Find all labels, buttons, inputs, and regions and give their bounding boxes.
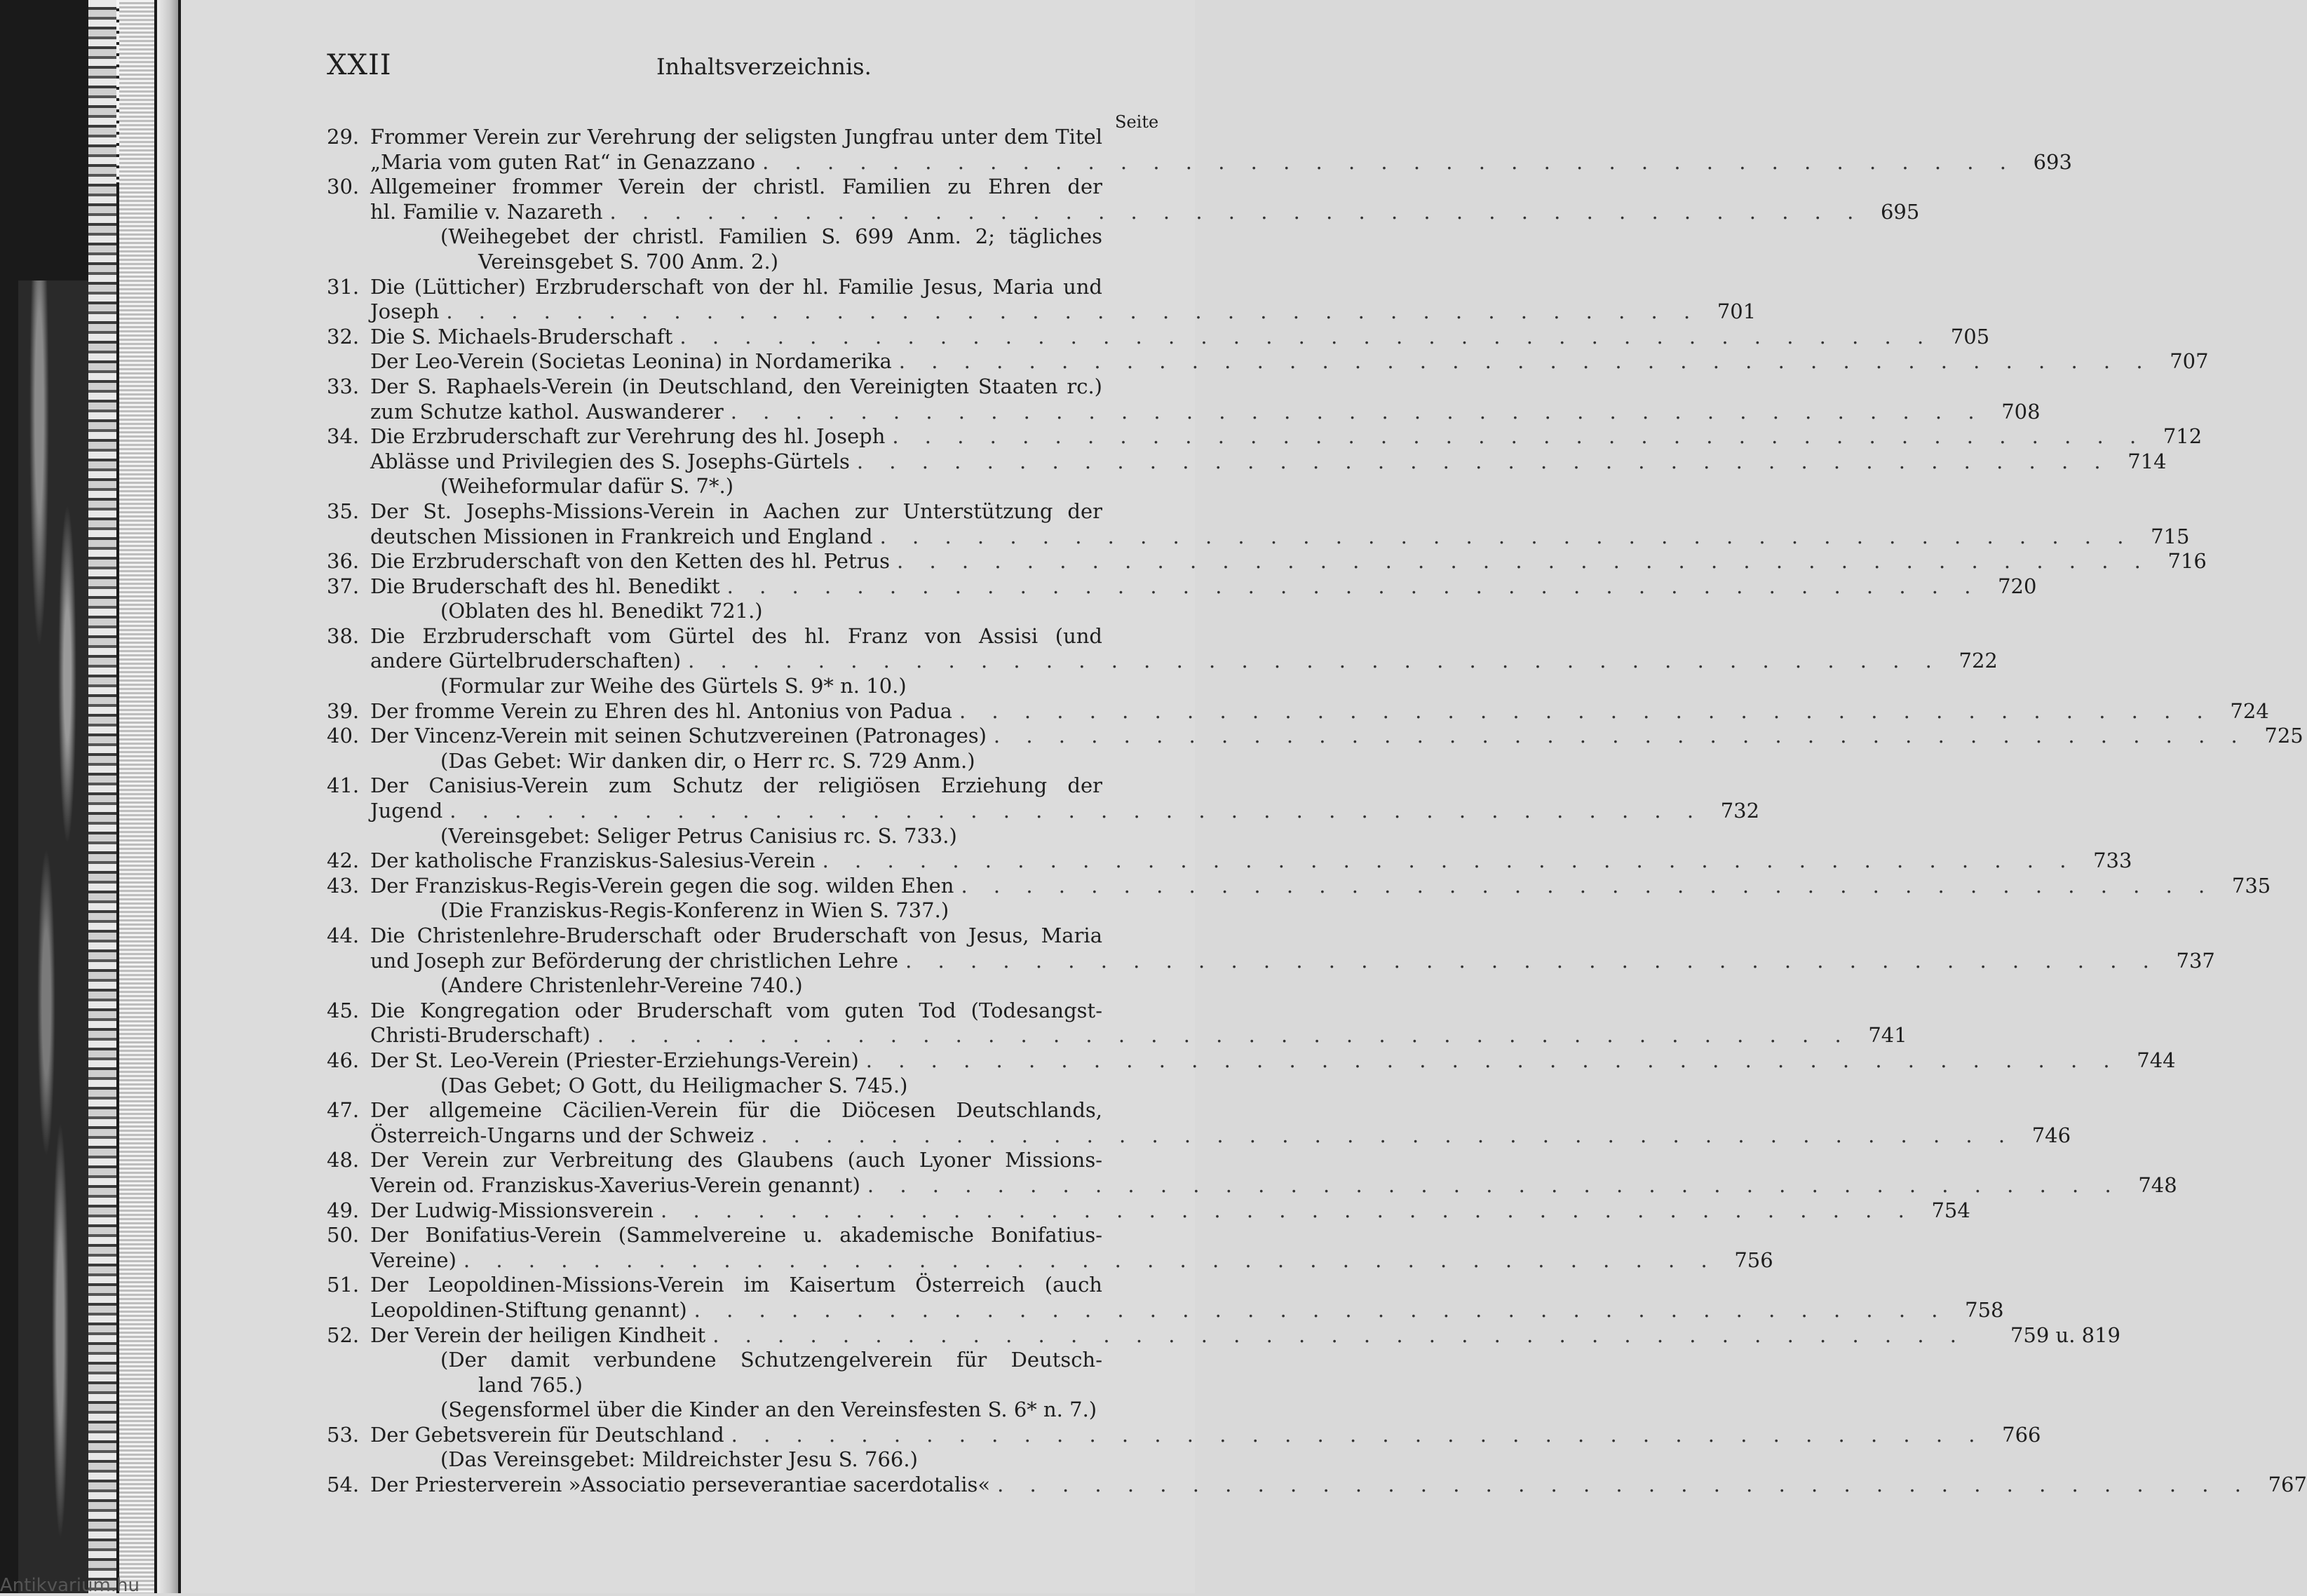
- leader-dots: . . . . . . . . . . . . . . . . . . . . . . . . . . . . . . . . . . . . . . .: [661, 1198, 1914, 1222]
- entry-number: 50.: [327, 1223, 360, 1247]
- entry-title: (Weihegebet der christl. Familien S. 699 Anm. 2; tägliches: [440, 224, 1102, 249]
- toc-line: [327, 649, 1998, 674]
- entry-title: Der S. Raphaels-Verein (in Deutschland, den Vereinigten Staaten rc.): [370, 374, 1102, 398]
- leader-dots: . . . . . . . . . . . . . . . . . . . . . . . . . . . . . . . . . . . . . . .: [898, 349, 2153, 374]
- toc-line: [327, 149, 2072, 175]
- entry-title: (Segensformel über die Kinder an den Vereinsfesten S. 6* n. 7.): [440, 1398, 1097, 1422]
- toc-line: [327, 674, 1102, 699]
- toc-entry: [327, 924, 2215, 999]
- toc-line: [327, 299, 1757, 325]
- leader-dots: . . . . . . . . . . . . . . . . . . . . . . . . . . . . . . . . . . . . . . .: [897, 549, 2151, 574]
- entry-title: Der Priesterverein »Associatio perseverantiae sacerdotalis«: [370, 1473, 991, 1497]
- toc-line: [327, 549, 2207, 574]
- leader-dots: . . . . . . . . . . . . . . . . . . . . . . . . . . . . . . . . . . . . . . .: [905, 948, 2159, 973]
- entry-title: Leopoldinen-Stiftung genannt): [370, 1297, 687, 1322]
- entry-title: Der Vincenz-Verein mit seinen Schutzvereinen (Patronages): [370, 724, 987, 748]
- entry-title: und Joseph zur Beförderung der christlichen Lehre: [370, 948, 899, 973]
- entry-title: Der Bonifatius-Verein (Sammelvereine u. akademische Bonifatius-: [370, 1223, 1102, 1247]
- toc-line: [327, 275, 1102, 300]
- page-ref: 707: [2170, 349, 2209, 374]
- leader-dots: . . . . . . . . . . . . . . . . . . . . . . . . . . . . . . . . . . . . . . .: [879, 524, 2134, 548]
- entry-title: Der katholische Franziskus-Salesius-Verein: [370, 848, 816, 873]
- toc-line: [327, 1074, 1102, 1099]
- entry-number: 53.: [327, 1422, 360, 1447]
- toc-line: [327, 973, 1102, 999]
- leader-dots: . . . . . . . . . . . . . . . . . . . . . . . . . . . . . . . . . . . . . . .: [865, 1048, 2120, 1072]
- toc-line: [327, 773, 1102, 799]
- page-ref: 754: [1931, 1198, 1970, 1222]
- table-of-contents: [327, 125, 2307, 1498]
- toc-line: [327, 449, 2167, 475]
- entry-title: Der Canisius-Verein zum Schutz der religiösen Erziehung der: [370, 773, 1102, 798]
- entry-number: 32.: [327, 324, 360, 349]
- toc-entry: [327, 724, 2303, 773]
- toc-entry: [327, 1198, 1970, 1224]
- toc-entry: [327, 574, 2037, 624]
- entry-title: Der Leopoldinen-Missions-Verein im Kaisertum Österreich (auch: [370, 1273, 1102, 1297]
- page-ref: 720: [1998, 574, 2037, 598]
- toc-line: [327, 499, 1102, 525]
- entry-number: 33.: [327, 374, 360, 398]
- entry-title: (Das Gebet: Wir danken dir, o Herr rc. S. 729 Anm.): [440, 748, 975, 773]
- entry-title: Der St. Josephs-Missions-Verein in Aachen zur Unterstützung der: [370, 499, 1102, 523]
- leader-dots: . . . . . . . . . . . . . . . . . . . . . . . . . . . . . . . . . . . . . . .: [597, 1023, 1851, 1048]
- leader-dots: . . . . . . . . . . . . . . . . . . . . . . . . . . . . . . . . . . . . . . .: [961, 873, 2215, 898]
- toc-line: [327, 175, 1102, 200]
- entry-title: Die Kongregation oder Bruderschaft vom guten Tod (Todesangst-: [370, 998, 1102, 1022]
- toc-line: [327, 873, 2271, 899]
- toc-line: [327, 125, 1102, 150]
- watermark: Antikvarium.hu: [0, 1575, 140, 1596]
- leader-dots: . . . . . . . . . . . . . . . . . . . . . . . . . . . . . . . . . . . . . . .: [867, 1172, 2121, 1197]
- page-ref: 744: [2137, 1048, 2176, 1072]
- toc-entry: [327, 1048, 2176, 1098]
- entry-title: deutschen Missionen in Frankreich und England: [370, 524, 873, 548]
- toc-entry: [327, 1473, 2307, 1498]
- entry-number: 52.: [327, 1323, 360, 1347]
- page-ref: 705: [1950, 324, 1990, 349]
- toc-entry: [327, 549, 2207, 574]
- entry-number: 29.: [327, 125, 360, 149]
- leader-dots: . . . . . . . . . . . . . . . . . . . . . . . . . . . . . . . . . . . . . . .: [463, 1247, 1717, 1272]
- entry-title: Der Ludwig-Missionsverein: [370, 1198, 654, 1222]
- toc-line: [327, 749, 1102, 774]
- entry-title: Vereine): [370, 1247, 456, 1272]
- toc-entry: [327, 424, 2203, 499]
- toc-line: [327, 698, 2269, 724]
- page-ref: 759 u. 819: [2010, 1323, 2120, 1347]
- toc-entry: [327, 1273, 2004, 1323]
- marbled-edge: [18, 280, 88, 1593]
- entry-number: 51.: [327, 1273, 360, 1297]
- leader-dots: . . . . . . . . . . . . . . . . . . . . . . . . . . . . . . . . . . . . . . .: [993, 724, 2247, 748]
- toc-line: [327, 1148, 1102, 1173]
- entry-title: Christi-Bruderschaft): [370, 1023, 590, 1048]
- toc-line: [327, 399, 2041, 425]
- leader-dots: . . . . . . . . . . . . . . . . . . . . . . . . . . . . . . . . . . . . . . .: [762, 149, 2016, 174]
- toc-line: [327, 574, 2037, 600]
- leader-dots: . . . . . . . . . . . . . . . . . . . . . . . . . . . . . . . . . . . . . . .: [761, 1123, 2015, 1147]
- leader-dots: . . . . . . . . . . . . . . . . . . . . . . . . . . . . . . . . . . . . . . .: [892, 424, 2146, 449]
- entry-title: Der Verein der heiligen Kindheit: [370, 1323, 706, 1347]
- book-binding-edge: [0, 0, 182, 1593]
- page-ref: 695: [1880, 199, 1920, 224]
- entry-number: 42.: [327, 848, 360, 873]
- leader-dots: . . . . . . . . . . . . . . . . . . . . . . . . . . . . . . . . . . . . . . .: [694, 1297, 1948, 1322]
- leader-dots: . . . . . . . . . . . . . . . . . . . . . . . . . . . . . . . . . . . . . . .: [446, 299, 1700, 324]
- entry-title: Österreich-Ungarns und der Schweiz: [370, 1123, 755, 1147]
- toc-entry: [327, 274, 1757, 325]
- entry-title: (Vereinsgebet: Seliger Petrus Canisius rc. S. 733.): [440, 823, 957, 848]
- entry-title: (Oblaten des hl. Benedikt 721.): [440, 599, 763, 623]
- toc-line: [327, 1348, 1102, 1373]
- entry-title: Der Verein zur Verbreitung des Glaubens (auch Lyoner Missions-: [370, 1148, 1102, 1172]
- toc-line: [327, 224, 1102, 250]
- toc-entry: [327, 324, 2209, 374]
- page-ref: 693: [2033, 149, 2072, 174]
- leader-dots: . . . . . . . . . . . . . . . . . . . . . . . . . . . . . . . . . . . . . . .: [730, 399, 1984, 424]
- entry-title: land 765.): [478, 1372, 583, 1397]
- leader-dots: . . . . . . . . . . . . . . . . . . . . . . . . . . . . . . . . . . . . . . .: [997, 1473, 2251, 1497]
- toc-line: [327, 1422, 2041, 1448]
- leader-dots: . . . . . . . . . . . . . . . . . . . . . . . . . . . . . . . . . . . . . . .: [822, 848, 2076, 873]
- toc-line: [327, 1172, 2177, 1198]
- page-ref: 767: [2268, 1473, 2307, 1497]
- toc-line: [327, 1398, 1102, 1423]
- page-ref: 715: [2151, 524, 2190, 548]
- toc-line: [327, 724, 2303, 749]
- toc-entry: [327, 499, 2190, 549]
- toc-line: [327, 624, 1102, 649]
- toc-line: [327, 824, 1102, 849]
- toc-line: [327, 250, 1102, 275]
- toc-entry: [327, 623, 1998, 699]
- entry-title: Joseph: [370, 299, 440, 324]
- entry-number: 49.: [327, 1198, 360, 1222]
- page-ref: 737: [2176, 948, 2215, 973]
- leader-dots: . . . . . . . . . . . . . . . . . . . . . . . . . . . . . . . . . . . . . . .: [959, 698, 2213, 723]
- entry-title: Verein od. Franziskus-Xaverius-Verein genannt): [370, 1172, 860, 1197]
- entry-title: zum Schutze kathol. Auswanderer: [370, 399, 724, 424]
- toc-entry: [327, 1098, 2071, 1148]
- leader-dots: . . . . . . . . . . . . . . . . . . . . . . . . . . . . . . . . . . . . . . .: [449, 799, 1704, 823]
- entry-number: 38.: [327, 623, 360, 648]
- entry-number: 30.: [327, 175, 360, 199]
- toc-line: [327, 1048, 2176, 1074]
- page-ref: 732: [1720, 799, 1760, 823]
- page-ref: 701: [1717, 299, 1757, 324]
- seite-label: Seite: [1115, 112, 1159, 132]
- toc-line: [327, 199, 1920, 225]
- page-ref: 758: [1965, 1297, 2004, 1322]
- toc-entry: [327, 1422, 2041, 1473]
- toc-entry: [327, 1323, 2120, 1423]
- entry-title: Jugend: [370, 799, 443, 823]
- toc-line: [327, 1198, 1970, 1224]
- entry-title: (Das Vereinsgebet: Mildreichster Jesu S. 766.): [440, 1447, 918, 1472]
- toc-entry: [327, 773, 1760, 848]
- toc-line: [327, 349, 2209, 374]
- page-ref: 722: [1958, 649, 1998, 673]
- page-ref: 735: [2231, 873, 2271, 898]
- entry-title: Der Leo-Verein (Societas Leonina) in Nordamerika: [370, 349, 892, 374]
- entry-title: Ablässe und Privilegien des S. Josephs-Gürtels: [370, 449, 850, 473]
- toc-line: [327, 1098, 1102, 1123]
- toc-line: [327, 848, 2132, 874]
- leader-dots: . . . . . . . . . . . . . . . . . . . . . . . . . . . . . . . . . . . . . . .: [609, 199, 1864, 224]
- entry-number: 48.: [327, 1148, 360, 1172]
- toc-line: [327, 924, 1102, 949]
- page-title: Inhaltsverzeichnis.: [656, 53, 872, 80]
- toc-line: [327, 1373, 1102, 1398]
- entry-title: Die (Lütticher) Erzbruderschaft von der hl. Familie Jesus, Maria und: [370, 274, 1102, 299]
- entry-title: Der St. Leo-Verein (Priester-Erziehungs-Verein): [370, 1048, 859, 1072]
- toc-line: [327, 599, 1102, 624]
- entry-number: 46.: [327, 1048, 360, 1072]
- entry-number: 35.: [327, 499, 360, 523]
- entry-title: Die S. Michaels-Bruderschaft: [370, 324, 673, 349]
- entry-title: Vereinsgebet S. 700 Anm. 2.): [478, 249, 779, 273]
- page-ref: 746: [2031, 1123, 2071, 1147]
- entry-title: Der fromme Verein zu Ehren des hl. Antonius von Padua: [370, 698, 952, 723]
- entry-title: hl. Familie v. Nazareth: [370, 199, 603, 224]
- page-ref: 714: [2127, 449, 2167, 473]
- toc-line: [327, 1297, 2004, 1323]
- toc-line: [327, 1023, 1907, 1048]
- toc-line: [327, 999, 1102, 1024]
- page-ref: 748: [2138, 1172, 2177, 1197]
- page-ref: 708: [2001, 399, 2041, 424]
- toc-line: [327, 1447, 1102, 1473]
- entry-title: (Die Franziskus-Regis-Konferenz in Wien S. 737.): [440, 898, 949, 923]
- entry-title: andere Gürtelbruderschaften): [370, 649, 682, 673]
- page-ref: 741: [1868, 1023, 1907, 1048]
- toc-line: [327, 374, 1102, 400]
- entry-title: Die Erzbruderschaft vom Gürtel des hl. Franz von Assisi (und: [370, 623, 1102, 648]
- entry-title: (Das Gebet; O Gott, du Heiligmacher S. 745.): [440, 1073, 908, 1097]
- toc-entry: [327, 998, 1907, 1048]
- entry-number: 54.: [327, 1473, 360, 1497]
- toc-line: [327, 524, 2190, 550]
- toc-line: [327, 324, 1990, 350]
- leader-dots: . . . . . . . . . . . . . . . . . . . . . . . . . . . . . . . . . . . . . . .: [726, 574, 1981, 598]
- edge-lace-strip: [119, 0, 154, 1593]
- edge-ornament-strip: [88, 0, 116, 1593]
- page-ref: 756: [1734, 1247, 1773, 1272]
- toc-line: [327, 1123, 2071, 1149]
- entry-title: Die Erzbruderschaft von den Ketten des hl. Petrus: [370, 549, 891, 574]
- entry-number: 34.: [327, 424, 360, 449]
- entry-title: Die Bruderschaft des hl. Benedikt: [370, 574, 720, 598]
- entry-number: 41.: [327, 773, 360, 798]
- entry-number: 36.: [327, 549, 360, 574]
- leader-dots: . . . . . . . . . . . . . . . . . . . . . . . . . . . . . . . . . . . . . . .: [688, 649, 1942, 673]
- toc-entry: [327, 1223, 1773, 1273]
- toc-line: [327, 948, 2215, 974]
- entry-number: 37.: [327, 574, 360, 598]
- page-ref: 733: [2093, 848, 2132, 873]
- page-ref: 724: [2230, 698, 2269, 723]
- toc-entry: [327, 873, 2271, 924]
- page-header: [327, 49, 1105, 91]
- toc-line: [327, 799, 1760, 824]
- toc-entry: [327, 175, 1920, 274]
- entry-title: Frommer Verein zur Verehrung der seligsten Jungfrau unter dem Titel: [370, 125, 1102, 149]
- toc-entry: [327, 1148, 2177, 1198]
- entry-number: 43.: [327, 873, 360, 898]
- page-ref: 716: [2167, 549, 2207, 574]
- toc-line: [327, 1273, 1102, 1298]
- entry-title: (Der damit verbundene Schutzengelverein für Deutsch-: [440, 1348, 1102, 1372]
- page-number: XXII: [327, 49, 392, 81]
- entry-title: Der allgemeine Cäcilien-Verein für die Diöcesen Deutschlands,: [370, 1098, 1102, 1123]
- entry-title: Der Gebetsverein für Deutschland: [370, 1422, 724, 1447]
- toc-entry: [327, 125, 2072, 175]
- toc-line: [327, 474, 1102, 499]
- leader-dots: . . . . . . . . . . . . . . . . . . . . . . . . . . . . . . . . . . . . . . .: [679, 324, 1934, 349]
- entry-title: (Weiheformular dafür S. 7*.): [440, 474, 734, 499]
- entry-title: (Formular zur Weihe des Gürtels S. 9* n. 10.): [440, 674, 907, 698]
- toc-line: [327, 424, 2203, 449]
- entry-title: Die Erzbruderschaft zur Verehrung des hl. Joseph: [370, 424, 886, 449]
- entry-title: (Andere Christenlehr-Vereine 740.): [440, 973, 803, 998]
- page-fold-shadow: [157, 0, 178, 1593]
- page-ref: 766: [2002, 1422, 2041, 1447]
- toc-line: [327, 1323, 2120, 1348]
- entry-title: Allgemeiner frommer Verein der christl. Familien zu Ehren der: [370, 175, 1102, 199]
- leader-dots: . . . . . . . . . . . . . . . . . . . . . . . . . . . . . . . . . . . . . . .: [856, 449, 2111, 473]
- toc-line: [327, 1247, 1773, 1273]
- toc-line: [327, 898, 1102, 924]
- toc-line: [327, 1223, 1102, 1248]
- entry-number: 45.: [327, 998, 360, 1022]
- entry-number: 47.: [327, 1098, 360, 1123]
- page-ref: 712: [2163, 424, 2203, 449]
- entry-number: 39.: [327, 698, 360, 723]
- entry-title: Der Franziskus-Regis-Verein gegen die sog. wilden Ehen: [370, 873, 954, 898]
- page-ref: 725: [2264, 724, 2303, 748]
- leader-dots: . . . . . . . . . . . . . . . . . . . . . . . . . . . . . . . . . . . . . . .: [731, 1422, 1985, 1447]
- toc-line: [327, 1473, 2307, 1498]
- entry-title: Die Christenlehre-Bruderschaft oder Bruderschaft von Jesus, Maria: [370, 924, 1102, 947]
- entry-title: „Maria vom guten Rat“ in Genazzano: [370, 149, 756, 174]
- toc-entry: [327, 698, 2269, 724]
- entry-number: 44.: [327, 924, 360, 947]
- entry-number: 31.: [327, 274, 360, 299]
- toc-entry: [327, 848, 2132, 874]
- leader-dots: . . . . . . . . . . . . . . . . . . . . . . . . . . . . . . . . . . . . . . .: [712, 1323, 1966, 1347]
- toc-entry: [327, 374, 2041, 424]
- entry-number: 40.: [327, 724, 360, 748]
